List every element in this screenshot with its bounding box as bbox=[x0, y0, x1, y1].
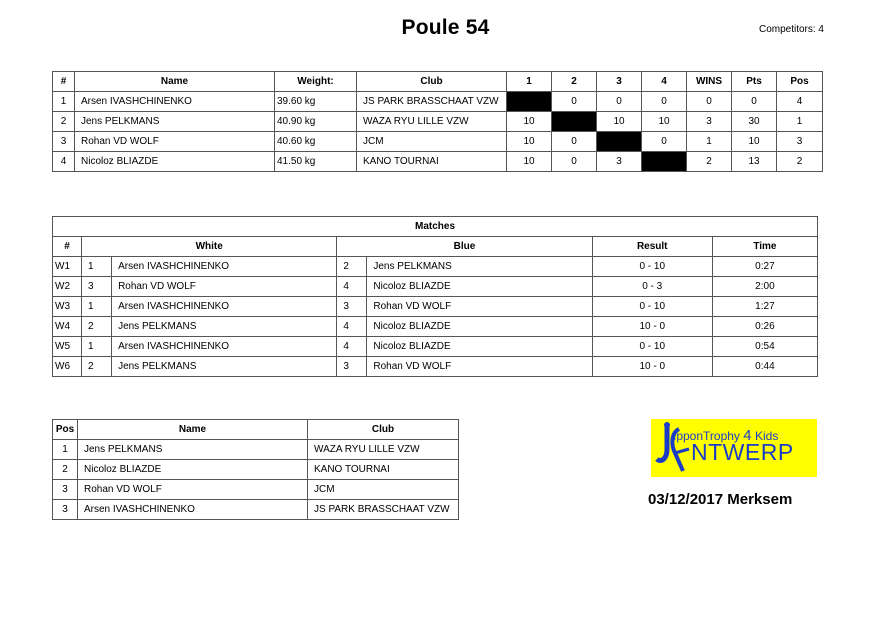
match-row bbox=[53, 337, 818, 357]
blue-name: Nicoloz BLIAZDE bbox=[367, 337, 592, 357]
score-cell: 0 bbox=[552, 92, 597, 112]
match-id: W3 bbox=[53, 297, 82, 317]
rank-pos: 1 bbox=[53, 440, 78, 460]
blue-num: 3 bbox=[337, 357, 367, 377]
self-cell bbox=[642, 152, 687, 172]
match-id: W1 bbox=[53, 257, 82, 277]
col-header-num: # bbox=[53, 72, 75, 92]
col-header-3: 3 bbox=[597, 72, 642, 92]
col-header-name: Name bbox=[75, 72, 275, 92]
row-num: 1 bbox=[53, 92, 75, 112]
rank-name: Arsen IVASHCHINENKO bbox=[78, 500, 308, 520]
score-cell: 10 bbox=[507, 132, 552, 152]
match-id: W6 bbox=[53, 357, 82, 377]
competitor-name: Nicoloz BLIAZDE bbox=[75, 152, 275, 172]
score-cell: 10 bbox=[507, 152, 552, 172]
match-row bbox=[53, 317, 818, 337]
event-date-place: 03/12/2017 Merksem bbox=[648, 491, 793, 508]
col-header-4: 4 bbox=[642, 72, 687, 92]
white-num: 1 bbox=[82, 297, 112, 317]
logo-tagline: IpponTrophy 4 Kids bbox=[673, 427, 779, 444]
score-cell: 0 bbox=[552, 132, 597, 152]
score-cell: 0 bbox=[552, 152, 597, 172]
competitor-name: Jens PELKMANS bbox=[75, 112, 275, 132]
ranking-table bbox=[52, 419, 459, 520]
col-header-pts: Pts bbox=[732, 72, 777, 92]
col-header-1: 1 bbox=[507, 72, 552, 92]
rank-pos: 3 bbox=[53, 480, 78, 500]
white-name: Jens PELKMANS bbox=[112, 357, 337, 377]
matches-title: Matches bbox=[53, 217, 818, 237]
blue-name: Nicoloz BLIAZDE bbox=[367, 317, 592, 337]
pos-cell: 3 bbox=[777, 132, 823, 152]
blue-num: 4 bbox=[337, 317, 367, 337]
competitor-club: JS PARK BRASSCHAAT VZW bbox=[357, 92, 507, 112]
self-cell bbox=[552, 112, 597, 132]
rank-name: Jens PELKMANS bbox=[78, 440, 308, 460]
match-id: W5 bbox=[53, 337, 82, 357]
white-num: 3 bbox=[82, 277, 112, 297]
score-cell: 10 bbox=[507, 112, 552, 132]
ranking-row bbox=[53, 480, 459, 500]
blue-name: Rohan VD WOLF bbox=[367, 297, 592, 317]
rank-pos: 3 bbox=[53, 500, 78, 520]
pts-cell: 13 bbox=[732, 152, 777, 172]
pos-cell: 2 bbox=[777, 152, 823, 172]
competitor-name: Rohan VD WOLF bbox=[75, 132, 275, 152]
score-cell: 10 bbox=[642, 112, 687, 132]
match-id: W2 bbox=[53, 277, 82, 297]
competitor-weight: 40.60 kg bbox=[275, 132, 357, 152]
col-header-time: Time bbox=[712, 237, 817, 257]
ranking-row bbox=[53, 500, 459, 520]
pts-cell: 10 bbox=[732, 132, 777, 152]
matches-table bbox=[52, 216, 818, 377]
poule-header-row bbox=[53, 72, 823, 92]
ippon-trophy-logo bbox=[651, 419, 817, 477]
competitor-club: JCM bbox=[357, 132, 507, 152]
rank-name: Rohan VD WOLF bbox=[78, 480, 308, 500]
col-header-club: Club bbox=[308, 420, 459, 440]
competitors-count: Competitors: 4 bbox=[758, 24, 824, 35]
ranking-header-row bbox=[53, 420, 459, 440]
blue-num: 4 bbox=[337, 337, 367, 357]
pts-cell: 30 bbox=[732, 112, 777, 132]
col-header-wins: WINS bbox=[687, 72, 732, 92]
ranking-row bbox=[53, 460, 459, 480]
rank-club: JS PARK BRASSCHAAT VZW bbox=[308, 500, 459, 520]
match-result: 0 - 10 bbox=[592, 337, 712, 357]
matches-title-row bbox=[53, 217, 818, 237]
blue-num: 4 bbox=[337, 277, 367, 297]
col-header-2: 2 bbox=[552, 72, 597, 92]
match-row bbox=[53, 277, 818, 297]
white-name: Jens PELKMANS bbox=[112, 317, 337, 337]
competitor-weight: 41.50 kg bbox=[275, 152, 357, 172]
wins-cell: 0 bbox=[687, 92, 732, 112]
match-time: 0:26 bbox=[712, 317, 817, 337]
match-time: 0:27 bbox=[712, 257, 817, 277]
ranking-row bbox=[53, 440, 459, 460]
rank-pos: 2 bbox=[53, 460, 78, 480]
competitor-name: Arsen IVASHCHINENKO bbox=[75, 92, 275, 112]
col-header-white: White bbox=[82, 237, 337, 257]
match-result: 10 - 0 bbox=[592, 317, 712, 337]
wins-cell: 3 bbox=[687, 112, 732, 132]
match-time: 0:54 bbox=[712, 337, 817, 357]
poule-table bbox=[52, 71, 823, 172]
match-result: 10 - 0 bbox=[592, 357, 712, 377]
score-cell: 3 bbox=[597, 152, 642, 172]
white-name: Rohan VD WOLF bbox=[112, 277, 337, 297]
col-header-club: Club bbox=[357, 72, 507, 92]
logo-city: NTWERP bbox=[691, 439, 794, 465]
blue-name: Jens PELKMANS bbox=[367, 257, 592, 277]
competitor-weight: 40.90 kg bbox=[275, 112, 357, 132]
white-num: 2 bbox=[82, 317, 112, 337]
poule-row bbox=[53, 92, 823, 112]
poule-row bbox=[53, 152, 823, 172]
row-num: 2 bbox=[53, 112, 75, 132]
white-num: 1 bbox=[82, 337, 112, 357]
col-header-weight: Weight: bbox=[275, 72, 357, 92]
page-title: Poule 54 bbox=[401, 16, 490, 39]
blue-name: Rohan VD WOLF bbox=[367, 357, 592, 377]
col-header-name: Name bbox=[78, 420, 308, 440]
blue-num: 3 bbox=[337, 297, 367, 317]
row-num: 3 bbox=[53, 132, 75, 152]
white-num: 1 bbox=[82, 257, 112, 277]
self-cell bbox=[597, 132, 642, 152]
matches-header-row bbox=[53, 237, 818, 257]
pos-cell: 4 bbox=[777, 92, 823, 112]
rank-name: Nicoloz BLIAZDE bbox=[78, 460, 308, 480]
poule-row bbox=[53, 112, 823, 132]
row-num: 4 bbox=[53, 152, 75, 172]
match-id: W4 bbox=[53, 317, 82, 337]
self-cell bbox=[507, 92, 552, 112]
score-cell: 0 bbox=[642, 132, 687, 152]
rank-club: JCM bbox=[308, 480, 459, 500]
col-header-result: Result bbox=[592, 237, 712, 257]
competitor-club: KANO TOURNAI bbox=[357, 152, 507, 172]
col-header-blue: Blue bbox=[337, 237, 592, 257]
blue-name: Nicoloz BLIAZDE bbox=[367, 277, 592, 297]
white-name: Arsen IVASHCHINENKO bbox=[112, 297, 337, 317]
rank-club: WAZA RYU LILLE VZW bbox=[308, 440, 459, 460]
col-header-pos: Pos bbox=[53, 420, 78, 440]
poule-row bbox=[53, 132, 823, 152]
match-time: 1:27 bbox=[712, 297, 817, 317]
blue-num: 2 bbox=[337, 257, 367, 277]
match-time: 0:44 bbox=[712, 357, 817, 377]
score-cell: 0 bbox=[597, 92, 642, 112]
match-row bbox=[53, 357, 818, 377]
col-header-num: # bbox=[53, 237, 82, 257]
match-time: 2:00 bbox=[712, 277, 817, 297]
score-cell: 0 bbox=[642, 92, 687, 112]
match-row bbox=[53, 257, 818, 277]
wins-cell: 1 bbox=[687, 132, 732, 152]
score-cell: 10 bbox=[597, 112, 642, 132]
white-name: Arsen IVASHCHINENKO bbox=[112, 257, 337, 277]
match-result: 0 - 10 bbox=[592, 257, 712, 277]
wins-cell: 2 bbox=[687, 152, 732, 172]
pos-cell: 1 bbox=[777, 112, 823, 132]
white-name: Arsen IVASHCHINENKO bbox=[112, 337, 337, 357]
match-row bbox=[53, 297, 818, 317]
match-result: 0 - 3 bbox=[592, 277, 712, 297]
white-num: 2 bbox=[82, 357, 112, 377]
col-header-pos: Pos bbox=[777, 72, 823, 92]
rank-club: KANO TOURNAI bbox=[308, 460, 459, 480]
match-result: 0 - 10 bbox=[592, 297, 712, 317]
pts-cell: 0 bbox=[732, 92, 777, 112]
competitor-club: WAZA RYU LILLE VZW bbox=[357, 112, 507, 132]
competitor-weight: 39.60 kg bbox=[275, 92, 357, 112]
